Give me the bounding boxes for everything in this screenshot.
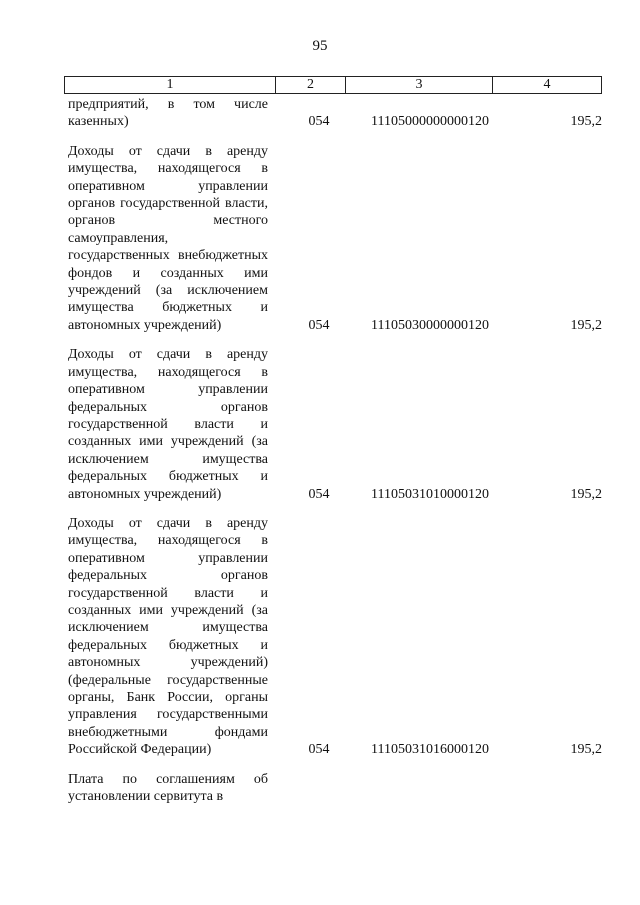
row-budget-code: 11105031010000120 (371, 486, 489, 502)
column-header-2: 2 (276, 77, 346, 93)
row-description: Доходы от сдачи в аренду имущества, находящегося в оперативном управлении федеральных органов государственной власти и созданных ими учреждений (за исключением имущества федеральных бюджетных и автономных учреждений) (68, 347, 268, 502)
table-row (68, 143, 602, 334)
row-amount: 195,2 (570, 114, 602, 130)
table-row (68, 96, 602, 131)
row-budget-code: 11105000000000120 (371, 114, 489, 130)
page-number: 95 (312, 38, 328, 54)
column-header-4: 4 (543, 77, 551, 92)
row-budget-code: 11105031016000120 (371, 742, 489, 758)
row-budget-code: 11105030000000120 (371, 317, 489, 333)
table-body (68, 96, 602, 817)
table-row (68, 346, 602, 503)
row-description: Доходы от сдачи в аренду имущества, находящегося в оперативном управлении органов государственной власти, органов местного самоуправления, государственных внебюджетных фондов и созданных ими учреждений (за исключением имущества бюджетных и автономных учреждений) (68, 143, 268, 333)
row-admin-code: 054 (308, 114, 330, 130)
table-row (68, 515, 602, 759)
row-admin-code: 054 (308, 742, 330, 758)
row-admin-code: 054 (308, 486, 330, 502)
table-header-row (64, 76, 602, 94)
row-description: Плата по соглашениям об установлении сервитута в (68, 771, 268, 805)
row-admin-code: 054 (308, 317, 330, 333)
row-description: Доходы от сдачи в аренду имущества, находящегося в оперативном управлении федеральных органов государственной власти и созданных ими учреждений (за исключением имущества федеральных бюджетных и автономных учреждений) (федеральные государственные органы, Банк России, органы управления государственными внебюджетными фондами Российской Федерации) (68, 515, 268, 758)
row-description: предприятий, в том числе казенных) (68, 97, 268, 130)
column-header-1: 1 (65, 77, 276, 93)
column-header-3: 3 (346, 77, 493, 93)
row-amount: 195,2 (570, 317, 602, 333)
row-amount: 195,2 (570, 742, 602, 758)
row-amount: 195,2 (570, 486, 602, 502)
table-row (68, 771, 602, 806)
